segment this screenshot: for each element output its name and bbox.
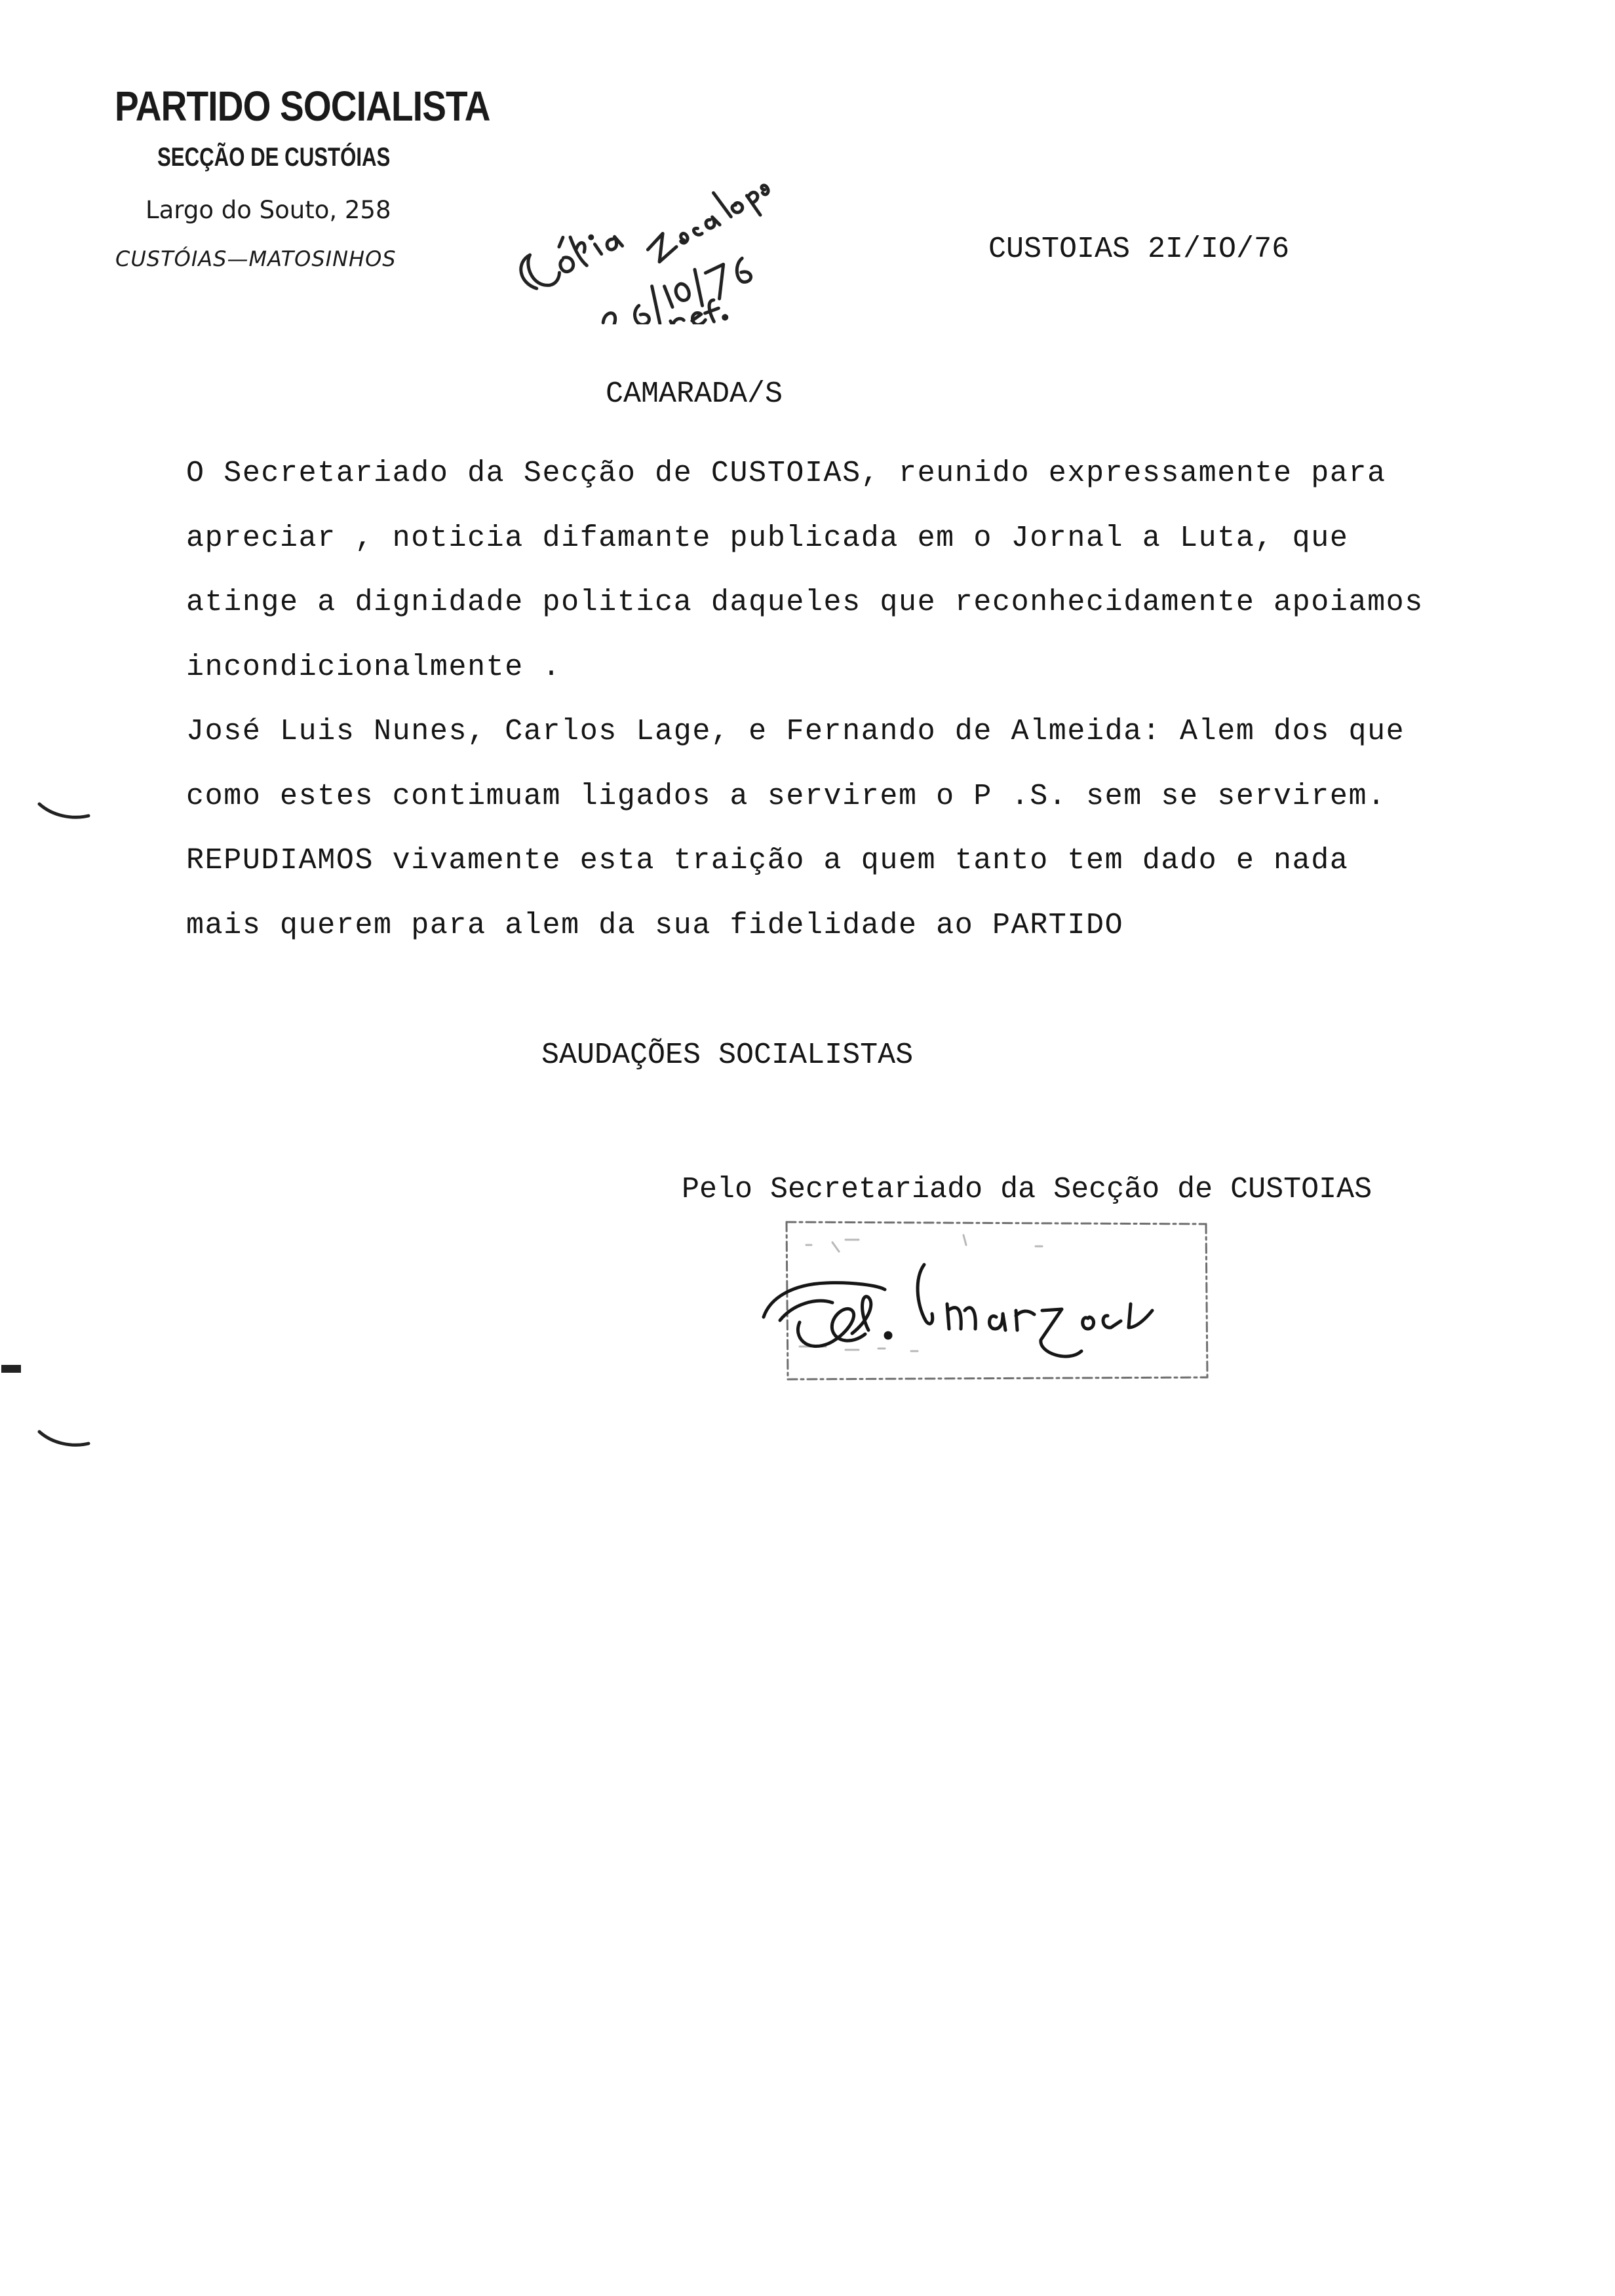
closing-greeting: SAUDAÇÕES SOCIALISTAS bbox=[541, 1039, 914, 1072]
signature-stamp bbox=[754, 1206, 1291, 1396]
salutation: CAMARADA/S bbox=[606, 377, 783, 411]
letterhead-party-name: PARTIDO SOCIALISTA bbox=[115, 83, 490, 130]
body-line: incondicionalmente . bbox=[186, 650, 562, 684]
letterhead-address: Largo do Souto, 258 bbox=[146, 196, 391, 224]
body-line: REPUDIAMOS vivamente esta traição a quem tanto tem dado e nada bbox=[186, 844, 1349, 877]
signer-line: Pelo Secretariado da Secção de CUSTOIAS bbox=[682, 1173, 1372, 1206]
body-line: O Secretariado da Secção de CUSTOIAS, reunido expressamente para bbox=[186, 457, 1386, 490]
body-line: José Luis Nunes, Carlos Lage, e Fernando de Almeida: Alem dos que bbox=[186, 715, 1405, 748]
body-line: como estes contimuam ligados a servirem o P .S. sem se servirem. bbox=[186, 779, 1386, 813]
letter-date: CUSTOIAS 2I/IO/76 bbox=[988, 233, 1290, 266]
margin-mark bbox=[36, 1425, 95, 1458]
handwritten-annotation bbox=[498, 141, 793, 324]
body-line: atinge a dignidade politica daqueles que reconhecidamente apoiamos bbox=[186, 586, 1424, 619]
letter-body bbox=[186, 442, 1424, 958]
body-line: mais querem para alem da sua fidelidade ao PARTIDO bbox=[186, 908, 1124, 942]
letterhead-section: SECÇÃO DE CUSTÓIAS bbox=[157, 143, 391, 172]
margin-mark bbox=[36, 796, 95, 829]
margin-blot bbox=[0, 1360, 26, 1379]
body-line: apreciar , noticia difamante publicada em o Jornal a Luta, que bbox=[186, 521, 1349, 555]
letterhead-city: CUSTÓIAS—MATOSINHOS bbox=[115, 246, 397, 271]
